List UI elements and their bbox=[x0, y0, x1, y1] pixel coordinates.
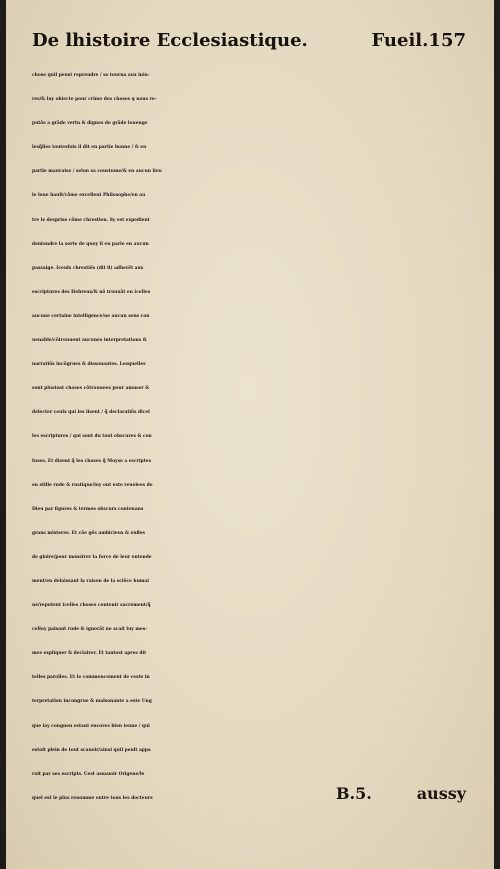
text-line: chose quil peust reprendre / se tourna aux iniu- bbox=[32, 73, 150, 78]
text-line: grans misteres. Et cõe gẽs ambicieux & enfles bbox=[32, 530, 145, 536]
text-line: estoit plein de tout scauoir/ainsi quil peult appa bbox=[32, 747, 151, 753]
text-line: quel est le plus renomme entre tous les docteurs bbox=[32, 795, 153, 801]
running-title: De lhistoire Ecclesiastique. bbox=[32, 30, 308, 51]
signature-mark: B.5. bbox=[336, 784, 372, 803]
text-line: les escriptures / qui sont du tout obscures & con bbox=[32, 434, 152, 440]
book-page bbox=[6, 0, 494, 869]
text-line: tre le desprise cõme chrestien. Sy est expedient bbox=[32, 217, 150, 223]
text-line: ment/en delaissant la raison de la sciẽce humai bbox=[32, 578, 149, 584]
text-line: fuses. Et disent q̃ les choses q̃ Moyse a escriptes bbox=[32, 458, 152, 464]
page-header bbox=[32, 30, 466, 58]
text-line: de gloire/pour monstrer la force de leur entende bbox=[32, 554, 152, 560]
text-line: passaige. Iceulx chrestiẽs (dit il) adherẽt aux bbox=[32, 265, 144, 271]
text-line: uenable/cõtrouuent aucunes interpretations & bbox=[32, 338, 147, 344]
text-line: ne/reputent icelles choses contenir sacrement/q̃ bbox=[32, 603, 151, 609]
text-line: dentendre la sorte de quoy il en parle en aucun bbox=[32, 241, 149, 247]
text-line: escriptures des Hebreux/& nõ trouuãt en icelles bbox=[32, 289, 151, 295]
text-line: lesq̃lles toutesfois il dit en partie bonne / & en bbox=[32, 145, 147, 151]
text-line: narratiõs incõgrues & dissonantes. Lesquelles bbox=[32, 362, 146, 368]
page-footer bbox=[336, 784, 466, 808]
folio-number: Fueil.157 bbox=[371, 30, 466, 51]
text-line: delecter ceulx qui les lisent / q̃ declaratiõs dicel bbox=[32, 410, 150, 416]
body-text bbox=[32, 64, 468, 811]
text-line: mes expliquer & declairer. Et tantost apres dit bbox=[32, 651, 147, 657]
text-line: Dieu par figures & termes obscurs contenans bbox=[32, 506, 144, 512]
text-line: celluy paisant rude & ignorãt ne scait luy mes- bbox=[32, 627, 148, 633]
text-line: sont plustost choses cõtrouuees pour amuser & bbox=[32, 386, 150, 392]
text-line: aucune certaine intelligence/ne aucun sens con bbox=[32, 313, 150, 319]
text-line: en stille rude & rustique/luy ont este reuelees de bbox=[32, 482, 153, 488]
text-line: terpretation incongrue & malsonante a este Ung bbox=[32, 699, 152, 705]
text-line: res/& luy obiecte pour crime des choses q nous re- bbox=[32, 97, 157, 103]
text-line: le loue hault/cõme excellent Philosophe/en au bbox=[32, 193, 146, 199]
text-line: partie mauvaise / selon sa coustume/& en aucun lieu bbox=[32, 169, 162, 175]
text-line: telles parolles. Et le commencement de ceste in bbox=[32, 675, 150, 681]
text-line: que iay congneu estant encores bien ieune / qui bbox=[32, 723, 150, 729]
text-line: roit par ses escripts. Cest assauoir Origene/le bbox=[32, 771, 145, 777]
text-line: putõs a grãde vertu & dignes de grãde louenge bbox=[32, 121, 148, 127]
catchword: aussy bbox=[416, 784, 466, 803]
